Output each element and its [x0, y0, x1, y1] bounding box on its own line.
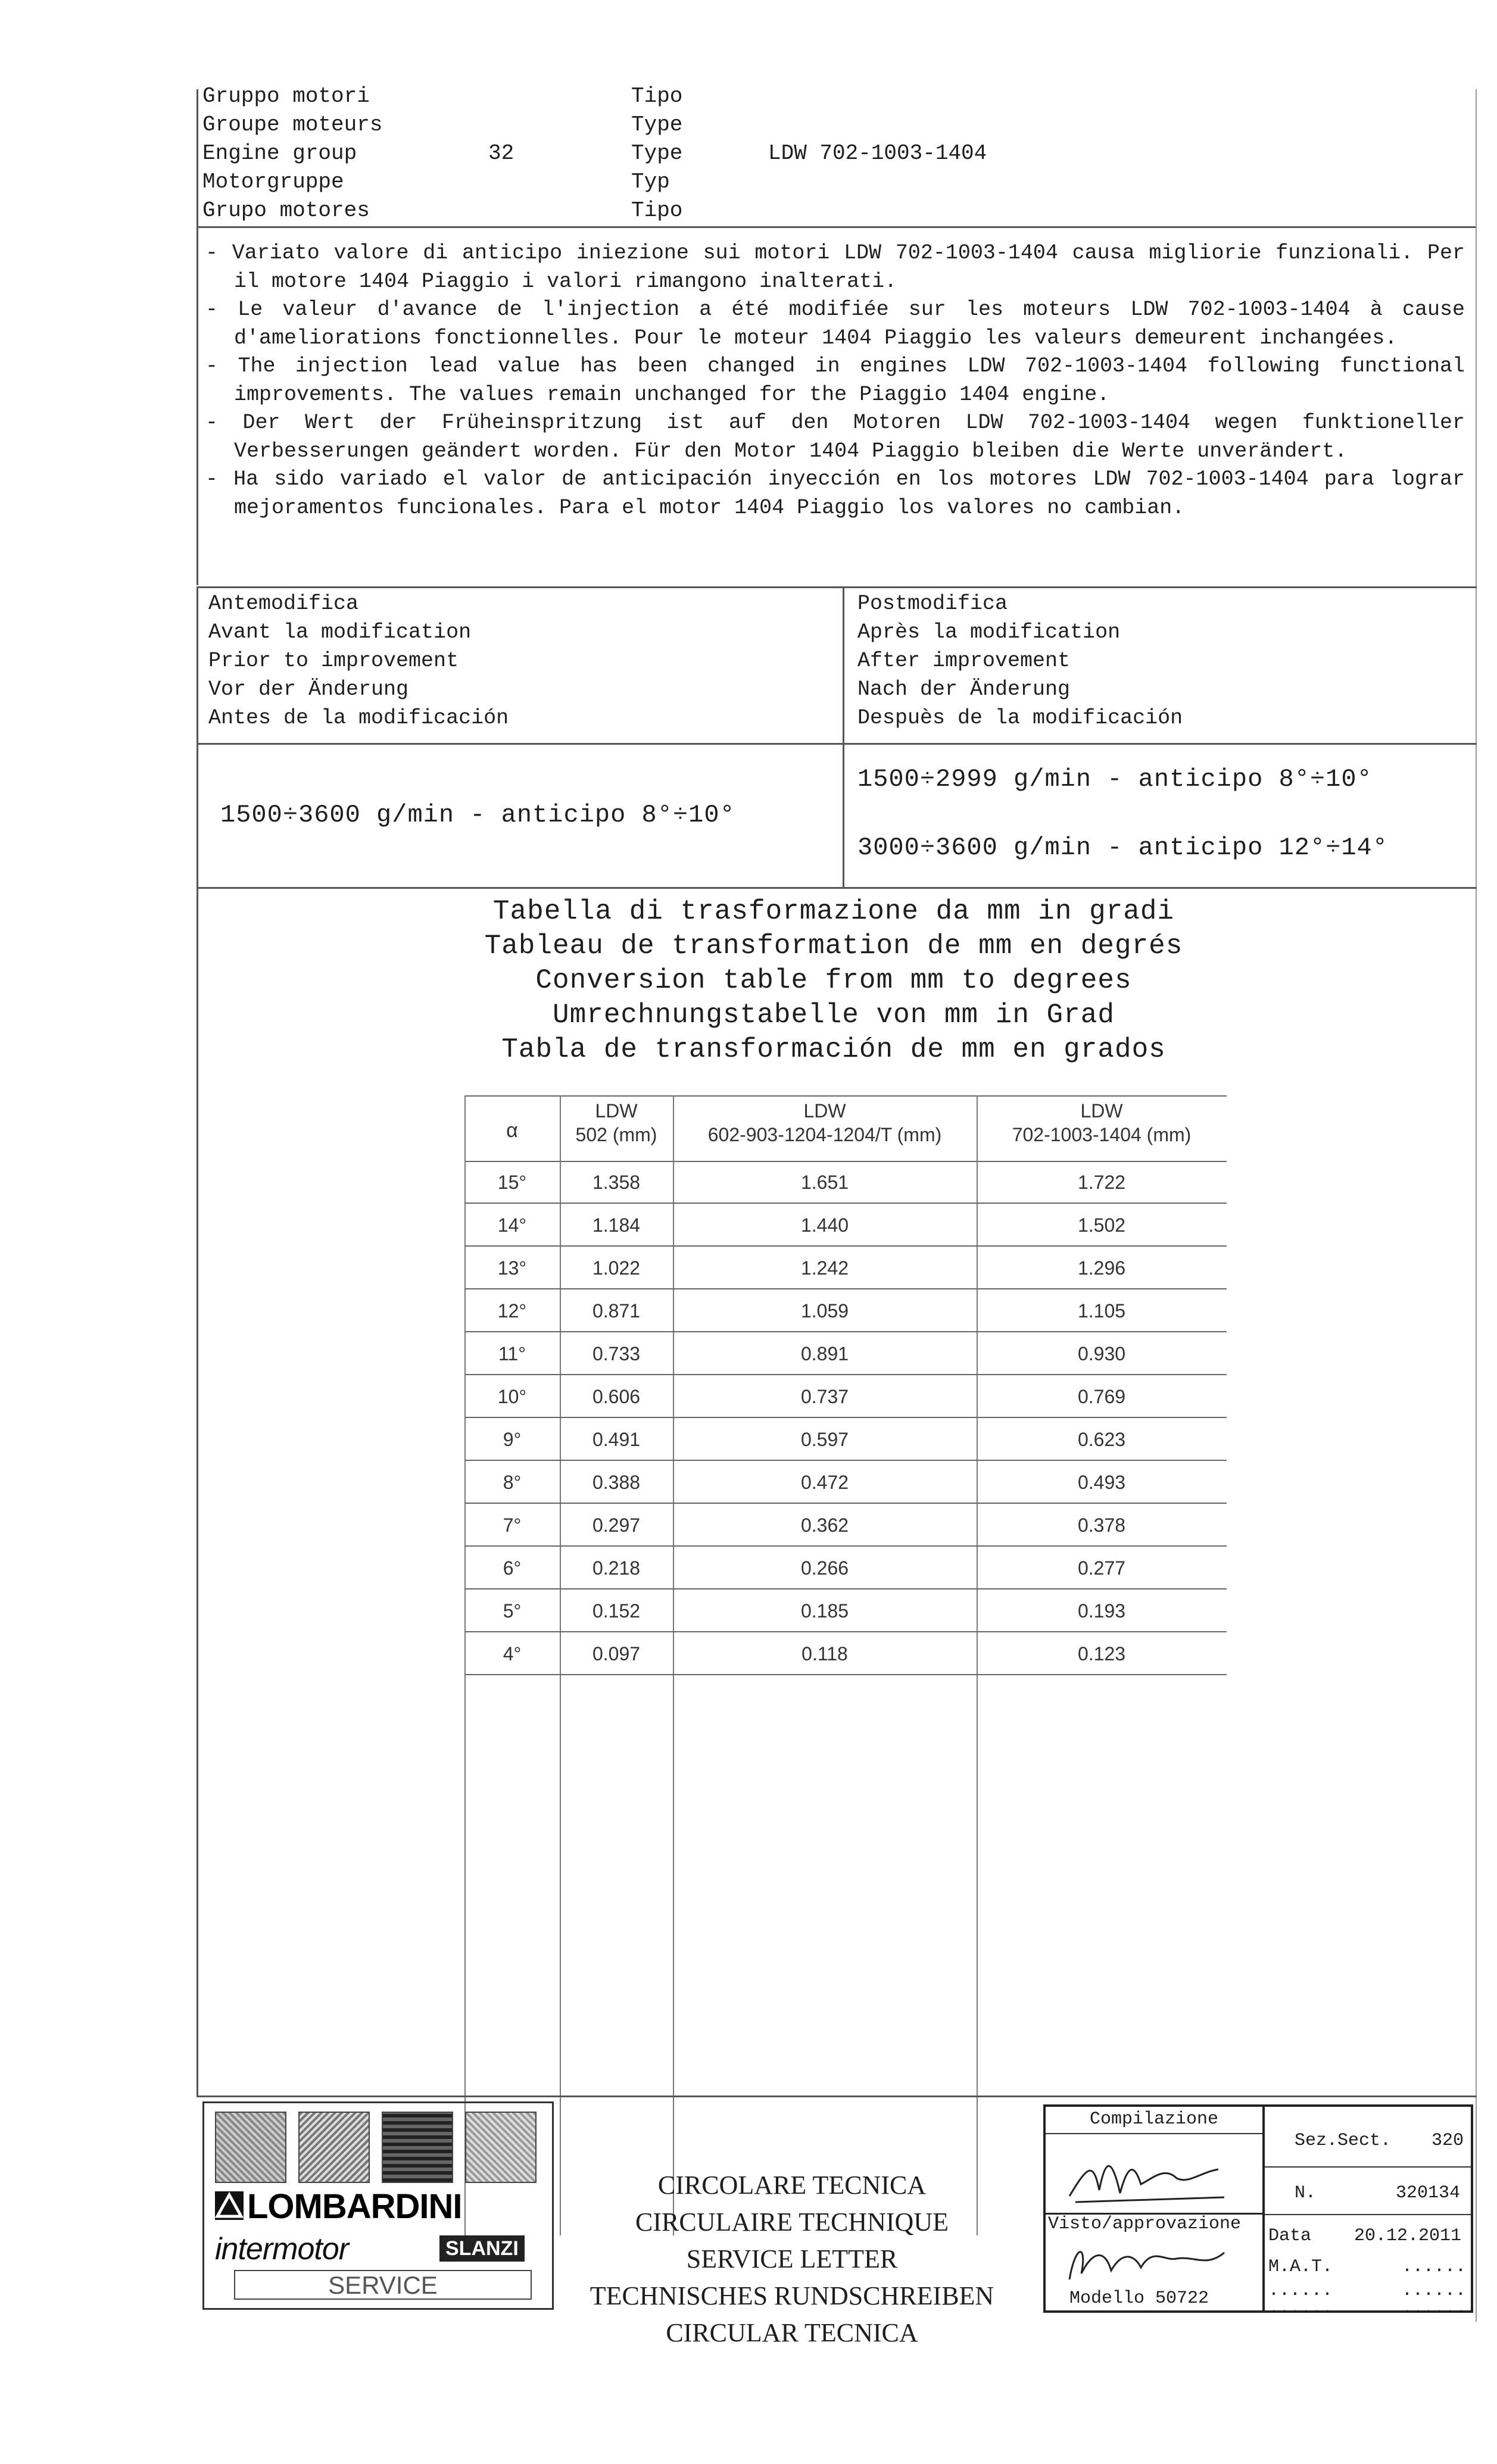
after-value-high: 3000÷3600 g/min - anticipo 12°÷14° — [857, 833, 1388, 862]
before-label: Vor der Änderung — [208, 677, 409, 701]
header-bottom-rule — [197, 226, 1477, 228]
conversion-title-fr: Tableau de transformation de mm en degrés — [484, 930, 1183, 961]
alpha-cell: 7° — [503, 1514, 522, 1536]
rule — [1265, 2166, 1471, 2168]
rule — [1046, 2133, 1262, 2134]
type-label: Tipo — [631, 84, 683, 108]
footer-top-rule — [197, 2096, 1477, 2097]
table-row — [464, 1247, 1227, 1289]
doc-type-de: TECHNISCHES RUNDSCHREIBEN — [590, 2281, 994, 2310]
section-value: 320 — [1431, 2131, 1464, 2151]
number-label: N. — [1295, 2183, 1317, 2203]
note-spanish: - Ha sido variado el valor de anticipación inyección en los motores LDW 702-1003-1404 para lograr mejoramentos funcionales. Para el motor 1404 Piaggio los valores no cambian. — [205, 467, 1465, 520]
value-cell: 1.358 — [592, 1172, 641, 1193]
col-header-702-line1: LDW — [1080, 1100, 1123, 1122]
value-cell: 0.123 — [1077, 1643, 1126, 1664]
doc-type-fr: CIRCULAIRE TECHNIQUE — [635, 2207, 949, 2237]
document-info-box — [1265, 2104, 1473, 2319]
value-cell: 0.491 — [592, 1429, 641, 1450]
table-rule — [464, 1674, 1227, 1675]
conversion-title-de: Umrechnungstabelle von mm in Grad — [553, 1000, 1115, 1030]
blank-field: ...... — [1268, 2299, 1333, 2319]
group-number: 32 — [488, 141, 514, 165]
date-value: 20.12.2011 — [1354, 2226, 1462, 2246]
mat-label: M.A.T. — [1268, 2257, 1333, 2277]
table-row — [464, 1289, 1227, 1332]
group-label: Groupe moteurs — [202, 113, 383, 137]
value-cell: 1.651 — [800, 1172, 849, 1193]
number-value: 320134 — [1396, 2183, 1461, 2203]
alpha-cell: 14° — [497, 1214, 527, 1236]
type-label: Type — [631, 113, 683, 137]
value-cell: 0.388 — [592, 1472, 641, 1493]
modello-label: Modello 50722 — [1069, 2288, 1209, 2309]
document-type-titles — [560, 2167, 1024, 2351]
table-row — [464, 1589, 1227, 1632]
value-cell: 0.097 — [592, 1643, 641, 1664]
value-cell: 0.277 — [1077, 1557, 1126, 1579]
engine-photo — [215, 2112, 286, 2183]
value-cell: 0.185 — [800, 1600, 849, 1622]
doc-type-en: SERVICE LETTER — [686, 2244, 898, 2273]
alpha-cell: 13° — [497, 1257, 527, 1279]
blank-field: ...... — [1268, 2281, 1333, 2301]
type-label: Typ — [631, 170, 670, 194]
value-cell: 0.152 — [592, 1600, 641, 1622]
value-cell: 0.118 — [801, 1643, 848, 1664]
engine-photo — [298, 2112, 370, 2183]
ba-mid-rule — [197, 743, 1477, 745]
conversion-title-es: Tabla de transformación de mm en grados — [501, 1034, 1166, 1065]
value-cell: 1.502 — [1077, 1214, 1126, 1236]
alpha-cell: 5° — [503, 1600, 522, 1622]
after-value-low: 1500÷2999 g/min - anticipo 8°÷10° — [857, 765, 1373, 794]
before-labels — [208, 589, 509, 732]
conv-left-border — [197, 889, 198, 2097]
value-cell: 0.218 — [592, 1557, 641, 1579]
table-row — [464, 1418, 1227, 1461]
page-right-border — [1476, 89, 1477, 2322]
value-cell: 1.440 — [800, 1214, 849, 1236]
col-header-602-line2: 602-903-1204-1204/T (mm) — [707, 1124, 942, 1145]
value-cell: 0.737 — [800, 1386, 849, 1407]
alpha-cell: 6° — [503, 1557, 522, 1579]
ba-top-rule — [197, 586, 1477, 588]
signature-box — [1043, 2104, 1265, 2313]
logo-brand-text: LOMBARDINI — [247, 2187, 462, 2226]
note-italian: - Variato valore di anticipo iniezione sui motori LDW 702-1003-1404 causa migliorie funzionali. Per il motore 1404 Piaggio i valori rimangono inalterati. — [205, 241, 1465, 293]
value-cell: 0.193 — [1077, 1600, 1126, 1622]
group-label: Grupo motores — [202, 198, 370, 223]
note-french: - Le valeur d'avance de l'injection a été modifiée sur les moteurs LDW 702-1003-1404 à cause d'ameliorations fonctionnelles. Pour le moteur 1404 Piaggio les valeurs demeurent inchangées. — [205, 298, 1465, 350]
before-value: 1500÷3600 g/min - anticipo 8°÷10° — [220, 801, 735, 829]
ba-left-border — [197, 586, 198, 889]
after-label: Postmodifica — [857, 592, 1008, 616]
logo-service-text: SERVICE — [234, 2270, 532, 2300]
alpha-cell: 8° — [503, 1472, 522, 1493]
table-row — [464, 1204, 1227, 1247]
alpha-cell: 12° — [497, 1300, 527, 1322]
signature-compiler — [1064, 2143, 1242, 2208]
value-cell: 0.493 — [1077, 1472, 1126, 1493]
value-cell: 0.266 — [800, 1557, 849, 1579]
value-cell: 0.769 — [1077, 1386, 1126, 1407]
alpha-cell: 4° — [503, 1643, 522, 1664]
before-label: Antes de la modificación — [208, 706, 509, 730]
alpha-cell: 15° — [497, 1172, 527, 1193]
mat-value: ...... — [1402, 2257, 1467, 2277]
before-label: Avant la modification — [208, 620, 472, 644]
value-cell: 0.733 — [592, 1343, 641, 1364]
change-notes — [205, 239, 1465, 522]
value-cell: 0.606 — [592, 1386, 641, 1407]
value-cell: 0.378 — [1077, 1514, 1126, 1536]
conversion-title-en: Conversion table from mm to degrees — [535, 965, 1132, 996]
compilazione-label: Compilazione — [1089, 2109, 1219, 2129]
col-header-602-line1: LDW — [803, 1100, 846, 1122]
logo-badge: SLANZI — [439, 2235, 525, 2262]
alpha-cell: 9° — [503, 1429, 522, 1450]
value-cell: 0.597 — [800, 1429, 849, 1450]
group-label: Engine group — [202, 141, 357, 165]
value-cell: 0.297 — [592, 1514, 641, 1536]
table-row — [464, 1161, 1227, 1204]
table-row — [464, 1547, 1227, 1589]
warning-triangle-icon — [215, 2191, 244, 2220]
value-cell: 1.242 — [800, 1257, 849, 1279]
engine-photo — [465, 2112, 537, 2183]
table-row — [464, 1461, 1227, 1504]
table-row — [464, 1332, 1227, 1375]
table-row — [464, 1504, 1227, 1547]
alpha-header: α — [506, 1119, 518, 1142]
col-header-502-line1: LDW — [595, 1100, 638, 1122]
blank-field: ...... — [1402, 2281, 1467, 2301]
value-cell: 1.184 — [592, 1214, 641, 1236]
type-label: Tipo — [631, 198, 683, 223]
doc-type-es: CIRCULAR TECNICA — [666, 2318, 918, 2347]
value-cell: 0.362 — [800, 1514, 849, 1536]
type-label: Type — [631, 141, 683, 165]
date-label: Data — [1268, 2226, 1312, 2246]
engine-photo — [382, 2112, 453, 2183]
alpha-cell: 10° — [497, 1386, 527, 1407]
after-label: Après la modification — [857, 620, 1121, 644]
section-label: Sez.Sect. — [1295, 2131, 1392, 2151]
value-cell: 0.930 — [1077, 1343, 1126, 1364]
after-labels — [857, 589, 1183, 732]
table-row — [464, 1632, 1227, 1675]
note-english: - The injection lead value has been changed in engines LDW 702-1003-1404 following functional improvements. The values remain unchanged for the Piaggio 1404 engine. — [205, 354, 1465, 407]
engine-type-value: LDW 702-1003-1404 — [768, 141, 987, 165]
notes-left-border — [197, 228, 198, 585]
value-cell: 0.623 — [1077, 1429, 1126, 1450]
header-left-border — [197, 89, 198, 226]
after-label: Nach der Änderung — [857, 677, 1071, 701]
before-label: Antemodifica — [208, 592, 359, 616]
alpha-cell: 11° — [498, 1343, 526, 1364]
logo-intermotor-text: intermotor — [215, 2232, 349, 2266]
value-cell: 1.722 — [1077, 1172, 1126, 1193]
blank-field: ...... — [1402, 2299, 1467, 2319]
value-cell: 0.891 — [800, 1343, 849, 1364]
after-label: After improvement — [857, 649, 1071, 673]
value-cell: 1.296 — [1077, 1257, 1126, 1279]
col-header-502-line2: 502 (mm) — [575, 1124, 657, 1145]
table-rule — [464, 1095, 1227, 1097]
conversion-title-it: Tabella di trasformazione da mm in gradi — [492, 896, 1175, 927]
before-label: Prior to improvement — [208, 649, 459, 673]
table-row — [464, 1375, 1227, 1418]
group-label: Motorgruppe — [202, 170, 344, 194]
note-german: - Der Wert der Früheinspritzung ist auf den Motoren LDW 702-1003-1404 wegen funktioneller Verbesserungen geändert worden. Für den Motor 1404 Piaggio bleiben die Werte unverändert. — [205, 411, 1465, 463]
value-cell: 1.105 — [1077, 1300, 1126, 1322]
value-cell: 1.059 — [800, 1300, 849, 1322]
ba-divider — [843, 586, 844, 889]
after-label: Despuès de la modificación — [857, 706, 1183, 730]
ba-bottom-rule — [197, 887, 1477, 889]
visto-label: Visto/approvazione — [1048, 2214, 1242, 2234]
group-label: Gruppo motori — [202, 84, 370, 108]
col-header-702-line2: 702-1003-1404 (mm) — [1012, 1124, 1192, 1145]
value-cell: 0.472 — [800, 1472, 849, 1493]
value-cell: 1.022 — [592, 1257, 641, 1279]
lombardini-logo — [202, 2101, 554, 2310]
signature-approver — [1064, 2238, 1242, 2285]
doc-type-it: CIRCOLARE TECNICA — [657, 2171, 927, 2200]
rule — [1265, 2214, 1471, 2215]
value-cell: 0.871 — [592, 1300, 641, 1322]
